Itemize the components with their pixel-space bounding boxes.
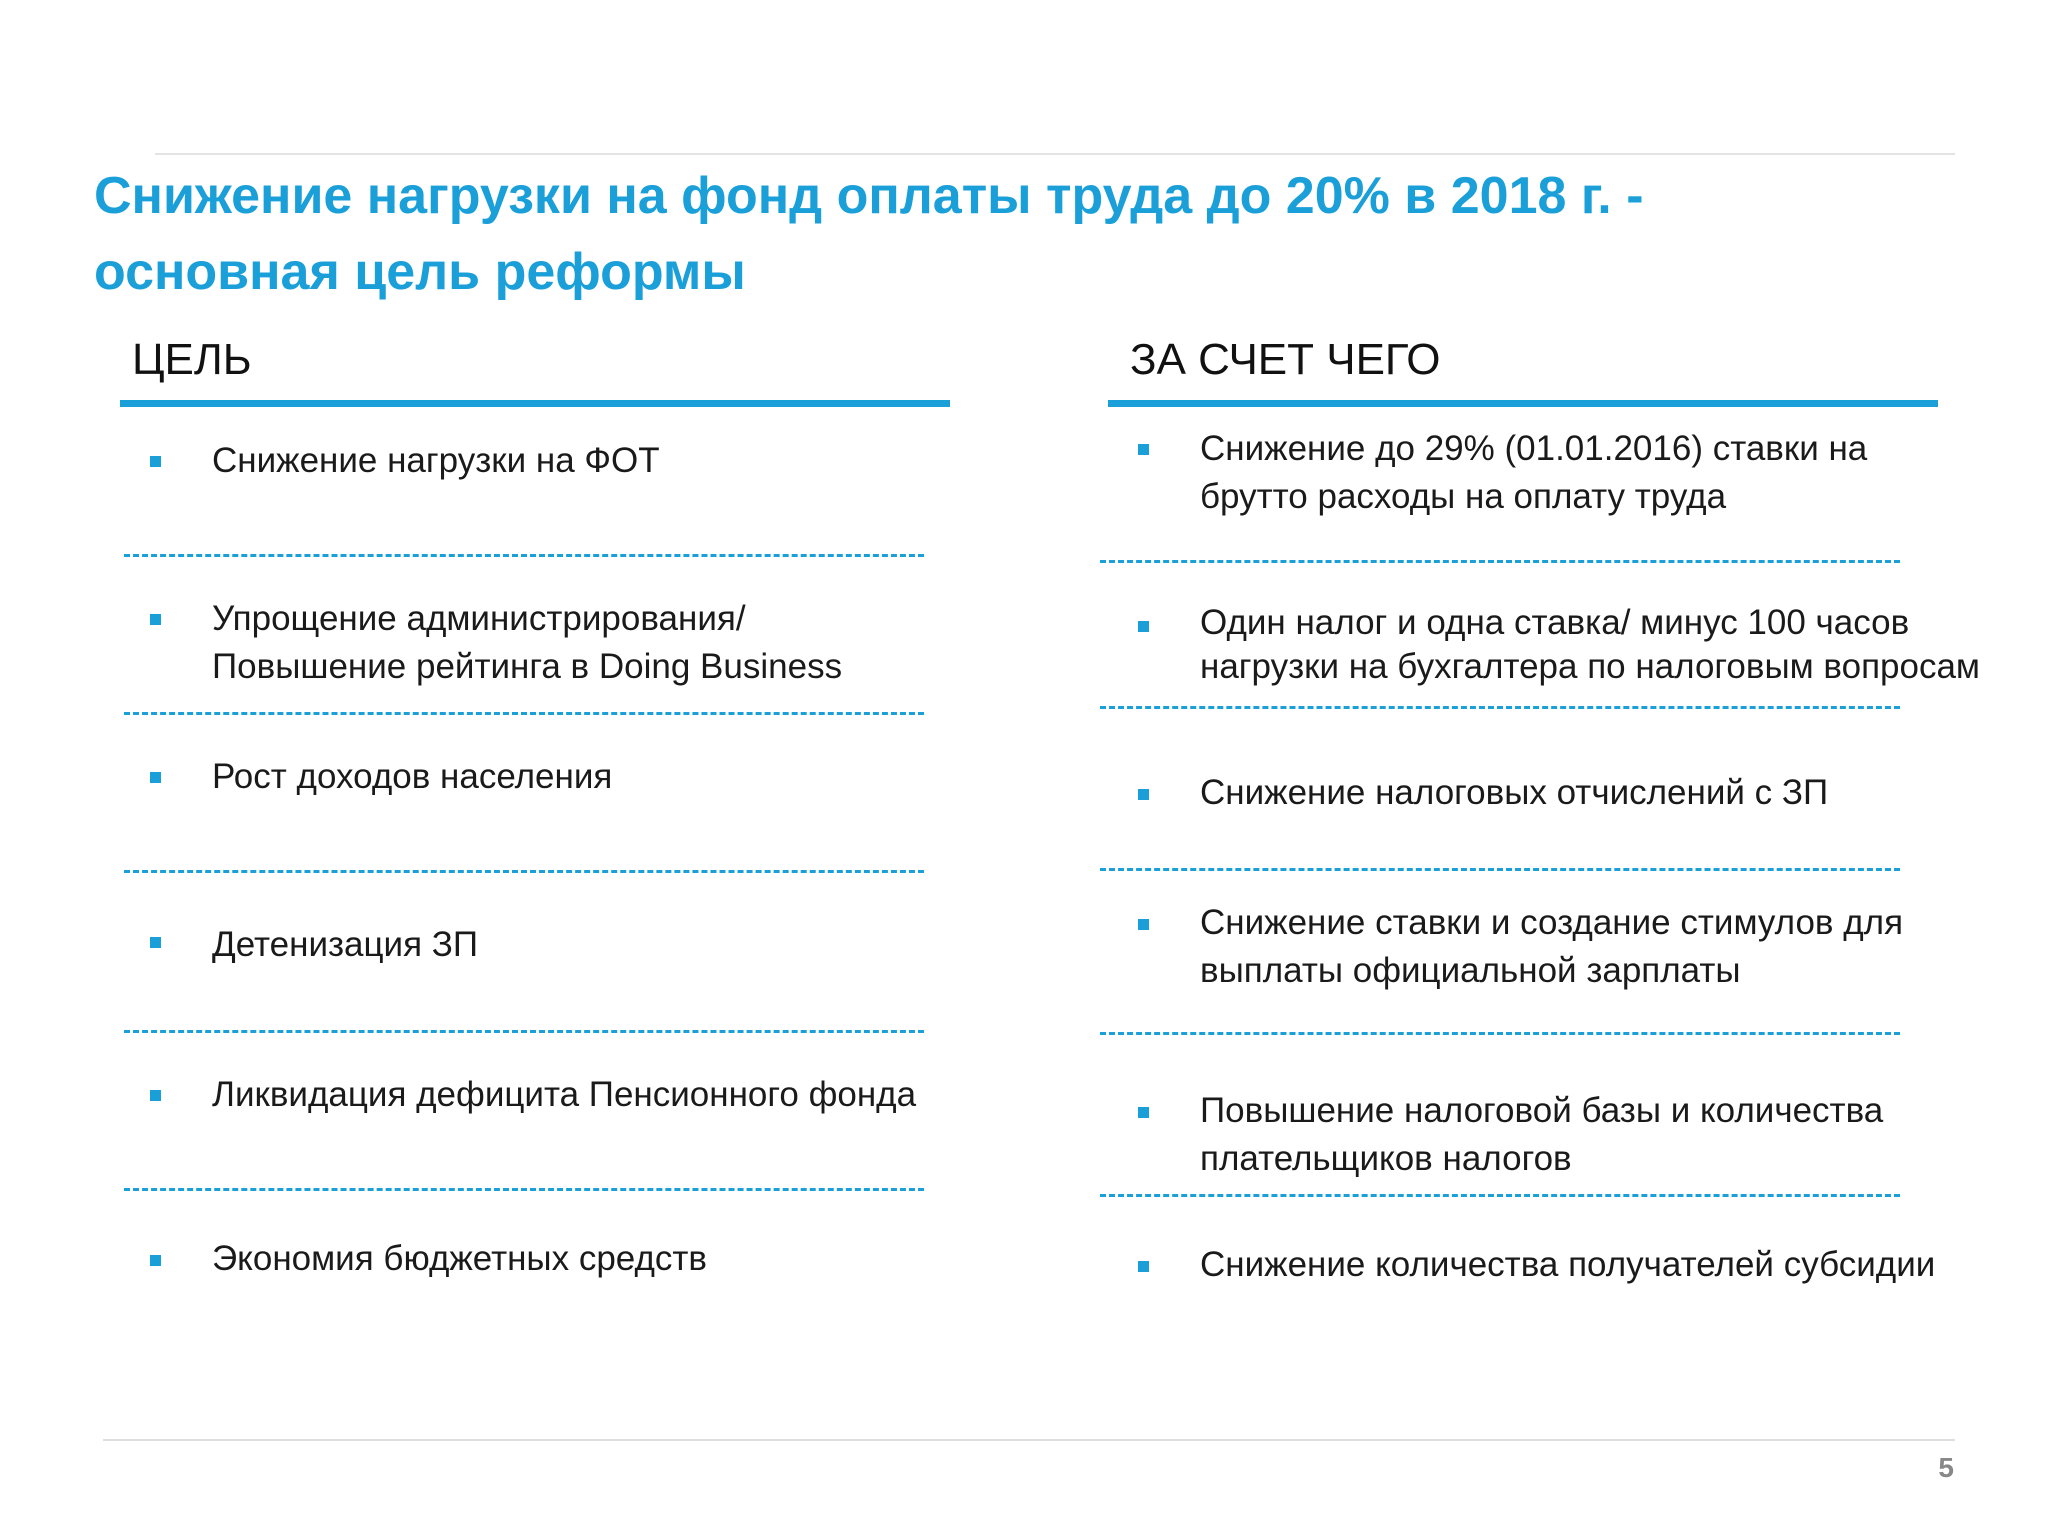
bullet-icon (150, 1090, 161, 1101)
title-line-1: Снижение нагрузки на фонд оплаты труда до 20% в 2018 г. - (94, 167, 1644, 225)
goal-text: Упрощение администрирования/ Повышение рейтинга в Doing Business (212, 599, 843, 686)
goal-item (120, 881, 950, 1041)
goal-text: Детенизация ЗП (212, 925, 479, 964)
bullet-icon (1138, 919, 1149, 930)
bullet-icon (1138, 621, 1149, 632)
means-column (1108, 330, 1980, 1325)
dashed-separator (124, 1030, 924, 1033)
goal-item (120, 1199, 950, 1319)
bullet-icon (1138, 1107, 1149, 1118)
means-item (1108, 1043, 1938, 1205)
means-text: Снижение количества получателей субсидии (1200, 1245, 1936, 1284)
means-item (1108, 717, 1938, 879)
goal-text: Снижение нагрузки на ФОТ (212, 441, 660, 480)
title-line-2: основная цель реформы (94, 243, 746, 301)
goal-text: Рост доходов населения (212, 757, 613, 796)
bullet-icon (150, 1255, 161, 1266)
bullet-icon (150, 456, 161, 467)
bullet-icon (1138, 1261, 1149, 1272)
dashed-separator (1100, 868, 1900, 871)
means-item (1108, 879, 1938, 1043)
bullet-icon (1138, 789, 1149, 800)
means-text: Снижение ставки и создание стимулов для выплаты официальной зарплаты (1200, 903, 1904, 990)
goal-text: Экономия бюджетных средств (212, 1239, 708, 1278)
means-text: Снижение до 29% (01.01.2016) ставки на брутто расходы на оплату труда (1200, 429, 1868, 516)
means-item (1108, 571, 1980, 717)
bullet-icon (150, 614, 161, 625)
means-item (1108, 1205, 1938, 1325)
dashed-separator (124, 554, 924, 557)
goal-item (120, 565, 950, 723)
dashed-separator (124, 1188, 924, 1191)
goal-item (120, 407, 950, 565)
means-text: Снижение налоговых отчислений с ЗП (1200, 773, 1829, 812)
dashed-separator (1100, 1032, 1900, 1035)
slide-title (94, 158, 1914, 310)
goal-item (120, 723, 950, 881)
means-text: Один налог и одна ставка/ минус 100 часов нагрузки на бухгалтера по налоговым вопросам (1200, 603, 1980, 686)
dashed-separator (1100, 560, 1900, 563)
bullet-icon (150, 937, 161, 948)
dashed-separator (124, 870, 924, 873)
means-item (1108, 407, 1938, 571)
goals-header: ЦЕЛЬ (120, 330, 950, 407)
dashed-separator (1100, 1194, 1900, 1197)
goals-column (120, 330, 950, 1319)
bottom-divider (103, 1439, 1955, 1441)
means-header: ЗА СЧЕТ ЧЕГО (1108, 330, 1938, 407)
dashed-separator (124, 712, 924, 715)
goal-item (120, 1041, 950, 1199)
goal-text: Ликвидация дефицита Пенсионного фонда (212, 1075, 917, 1114)
dashed-separator (1100, 706, 1900, 709)
means-text: Повышение налоговой базы и количества плательщиков налогов (1200, 1091, 1884, 1178)
bullet-icon (1138, 444, 1149, 455)
bullet-icon (150, 772, 161, 783)
page-number: 5 (1938, 1452, 1954, 1483)
top-divider (155, 153, 1955, 155)
